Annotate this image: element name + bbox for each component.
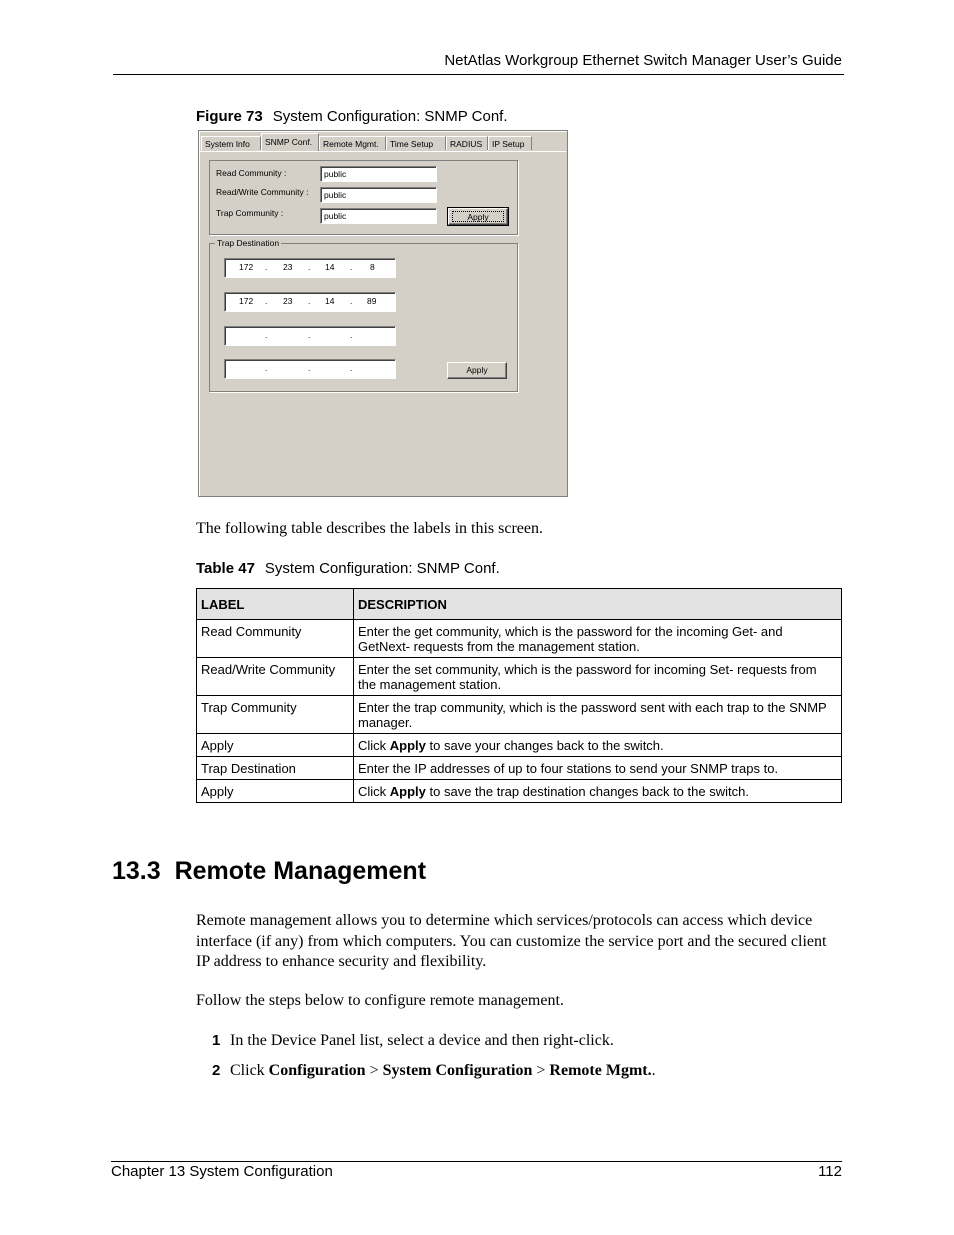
steps-intro: Follow the steps below to configure remote management. (196, 992, 564, 1009)
table-title: System Configuration: SNMP Conf. (264, 560, 500, 577)
trap-destination-ip-4[interactable]: . . . (224, 359, 396, 379)
step-1-text: In the Device Panel list, select a device and then right-click. (230, 1032, 614, 1049)
trap-destination-ip-2[interactable]: 172 . 23 . 14 . 89 (224, 292, 396, 312)
step-1 (212, 1032, 832, 1054)
figure-label: Figure 73 (196, 108, 263, 125)
tab-radius[interactable]: RADIUS (446, 136, 488, 150)
tab-remote-mgmt[interactable]: Remote Mgmt. (319, 136, 386, 150)
readwrite-community-input[interactable]: public (320, 187, 437, 203)
read-community-input[interactable]: public (320, 166, 437, 182)
table-row (197, 734, 842, 757)
step-2-text: Click Configuration > System Configuration > Remote Mgmt.. (230, 1062, 656, 1079)
step-1-number: 1 (212, 1032, 221, 1049)
community-apply-button[interactable] (448, 208, 508, 225)
row-label: Read Community (197, 620, 354, 658)
table-row (197, 780, 842, 803)
table-row (197, 757, 842, 780)
trap-destination-group (209, 238, 518, 392)
table-row (197, 696, 842, 734)
row-description: Click Apply to save the trap destination changes back to the switch. (354, 780, 842, 803)
row-label: Apply (197, 780, 354, 803)
trap-apply-button[interactable]: Apply (447, 362, 507, 379)
read-community-label: Read Community : (216, 168, 287, 178)
running-header: NetAtlas Workgroup Ethernet Switch Manager User’s Guide (444, 52, 842, 69)
footer-chapter: Chapter 13 System Configuration (111, 1163, 333, 1180)
row-description: Enter the get community, which is the password for the incoming Get- and GetNext- requests from the management station. (354, 620, 842, 658)
trap-destination-ip-1[interactable]: 172 . 23 . 14 . 8 (224, 258, 396, 278)
row-label: Trap Destination (197, 757, 354, 780)
header-label: LABEL (197, 589, 354, 620)
page-number: 112 (818, 1163, 842, 1180)
trap-community-label: Trap Community : (216, 208, 284, 218)
row-description: Enter the IP addresses of up to four stations to send your SNMP traps to. (354, 757, 842, 780)
tab-snmp-conf[interactable]: SNMP Conf. (261, 133, 319, 151)
header-rule (113, 74, 844, 75)
tab-system-info[interactable]: System Info (201, 136, 261, 150)
step-2 (212, 1062, 832, 1084)
snmp-conf-dialog (198, 130, 568, 497)
step-2-number: 2 (212, 1062, 221, 1079)
trap-destination-ip-3[interactable]: . . . (224, 326, 396, 346)
tab-panel (200, 151, 566, 496)
footer-rule (111, 1161, 842, 1162)
intro-text: The following table describes the labels in this screen. (196, 520, 544, 537)
row-description: Enter the trap community, which is the password sent with each trap to the SNMP manager. (354, 696, 842, 734)
table-row (197, 620, 842, 658)
table-caption (196, 560, 500, 577)
row-label: Trap Community (197, 696, 354, 734)
row-label: Read/Write Community (197, 658, 354, 696)
section-heading (112, 857, 426, 886)
row-label: Apply (197, 734, 354, 757)
tab-ip-setup[interactable]: IP Setup (488, 136, 532, 150)
table-label: Table 47 (196, 560, 255, 577)
row-description: Enter the set community, which is the password for incoming Set- requests from the management station. (354, 658, 842, 696)
row-description: Click Apply to save your changes back to the switch. (354, 734, 842, 757)
tab-time-setup[interactable]: Time Setup (386, 136, 446, 150)
header-description: DESCRIPTION (354, 589, 842, 620)
community-group (209, 160, 518, 235)
table-row (197, 658, 842, 696)
figure-caption (196, 108, 508, 125)
trap-community-input[interactable]: public (320, 208, 437, 224)
figure-title: System Configuration: SNMP Conf. (272, 108, 508, 125)
snmp-conf-table (196, 588, 842, 803)
readwrite-community-label: Read/Write Community : (216, 187, 309, 197)
trap-destination-legend: Trap Destination (217, 238, 280, 248)
remote-mgmt-paragraph: Remote management allows you to determine which services/protocols can access which device interface (if any) from which computers. You can customize the service port and the secured client IP address to enhance security and flexibility. (196, 912, 827, 970)
section-title: Remote Management (174, 857, 427, 885)
community-apply-label: Apply (452, 211, 504, 222)
section-number: 13.3 (112, 857, 161, 885)
table-header-row (197, 589, 842, 620)
